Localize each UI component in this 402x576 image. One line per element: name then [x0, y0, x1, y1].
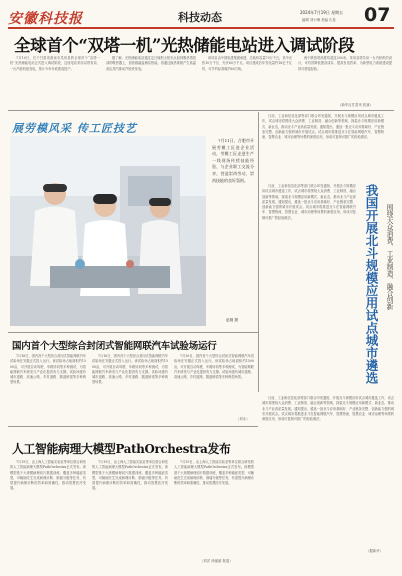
side-article-byline: （据新华） [366, 549, 383, 553]
divider [8, 332, 258, 333]
article3-col1: 7月19日，由上海人工智能实验室等单位联合研发的人工智能病理大模型PathOrchestra正式发布。该模型基于大规模病理切片数据训练，覆盖多种癌症类型，可辅助医生完成病理诊断、肿瘤分级等任务，有望提升病理诊断的效率和准确性，推动智慧医疗发展。 [10, 460, 86, 491]
column-divider [258, 112, 259, 392]
article1-byline: （新华社甘肃讯 张斌） [338, 103, 373, 107]
editor-line: 编辑 刘小琳 美编 孔星 [302, 18, 336, 22]
divider [8, 426, 258, 427]
photo-credit: 赵刚 摄 [226, 318, 238, 322]
article2-col2: 7月16日，国内首个大型综合封闭式智能网联汽车试验场在安徽正式投入运行。该试验场占地面积约1500亩，可开展自动驾驶、车路协同等多种测试，为智能网联汽车研发与产业化提供有力支撑。试验场建有城市道路、高速公路、乡村道路、隧道桥梁等多种典型场景。 [92, 354, 168, 385]
masthead-rule [8, 27, 394, 29]
lab-scene-illustration [10, 136, 206, 326]
article1-headline: 全球首个“双塔一机”光热储能电站进入调试阶段 [14, 36, 355, 55]
side-article-headline: 我国开展北斗规模应用试点城市遴选 [364, 184, 379, 384]
side-article-lead: 日前，工业和信息化部等部门联合印发通知，开展北斗规模应用试点城市遴选工作，试点城市将围绕大众消费、工业制造、融合创新等领域，探索北斗规模应用新模式、新业态，推动北斗产业高质量发展。通知提出，遴选一批北斗应用基础好、产业链条完整、创新能力强的城市开展试点。试点城市将推进北斗在智能网联汽车、智慧物流、智慧农业、城市治理等场景的深度应用，形成可复制可推广的经验做法。 [262, 114, 384, 140]
masthead-logo: 安徽科技报 [8, 11, 83, 27]
article1-col2: 据了解，光热储能电站通过定日镜把太阳光反射到吸热塔顶部的吸热器上，加热熔融盐储存热能，再通过换热系统产生高温高压蒸汽推动汽轮机发电。 [106, 56, 196, 71]
article2-headline: 国内首个大型综合封闭式智能网联汽车试验场运行 [12, 341, 217, 352]
date-line: 2024年7月19日 星期五 [300, 10, 344, 15]
photo-caption: 7月11日，合肥市开展劳模工匠进企业活动，劳模工匠走进生产一线现场传授技能经验，与企业职工交流分享，营造崇尚劳动、崇尚技能的良好氛围。 [212, 138, 254, 183]
side-article-body: 日前，工业和信息化部等部门联合印发通知，开展北斗规模应用试点城市遴选工作，试点城市将围绕大众消费、工业制造、融合创新等领域，探索北斗规模应用新模式、新业态，推动北斗产业高质量发展。通知提出，遴选一批北斗应用基础好、产业链条完整、创新能力强的城市开展试点。试点城市将推进北斗在智能网联汽车、智慧物流、智慧农业、城市治理等场景的深度应用，形成可复制可推广的经验做法。 [262, 184, 356, 220]
article3-byline: （刘洋 徐丽丽 报道） [200, 559, 233, 563]
side-article-body-bottom: 日前，工业和信息化部等部门联合印发通知，开展北斗规模应用试点城市遴选工作，试点城市将围绕大众消费、工业制造、融合创新等领域，探索北斗规模应用新模式、新业态，推动北斗产业高质量发展。通知提出，遴选一批北斗应用基础好、产业链条完整、创新能力强的城市开展试点。试点城市将推进北斗在智能网联汽车、智慧物流、智慧农业、城市治理等场景的深度应用，形成可复制可推广的经验做法。 [262, 396, 394, 422]
page-number: 07 [364, 4, 391, 26]
photo-banner-title: 展劳模风采 传工匠技艺 [12, 122, 137, 135]
side-article-subheadline: 围绕大众消费、工业制造、融合创新 [385, 204, 393, 310]
article3-headline: 人工智能病理大模型PathOrchestra发布 [12, 442, 231, 456]
article2-col1: 7月16日，国内首个大型综合封闭式智能网联汽车试验场在安徽正式投入运行。该试验场占地面积约1500亩，可开展自动驾驶、车路协同等多种测试，为智能网联汽车研发与产业化提供有力支撑。试验场建有城市道路、高速公路、乡村道路、隧道桥梁等多种典型场景。 [10, 354, 86, 385]
article1-col4: 两个吸热塔高度均超过200米，采用双塔共用一台汽轮机的设计，可有效降低建设成本，提高发电效率，为新型电力系统建设提供可借鉴经验。 [298, 56, 392, 71]
article2-byline: （刘永） [236, 417, 250, 421]
article1-col1: 7月10日，位于甘肃省酒泉市瓜州县的全球首个“双塔一机”光热储能电站正式进入调试阶段，这座电站采用双塔布局、一台汽轮机组发电，预计今年年底建成投产。 [10, 56, 100, 71]
article1-col3: 该项目由中国电建集团承建，总装机容量70万千瓦，其中光热10万千瓦、光伏60万千瓦。项目建成后年发电量约18亿千瓦时，可节约标准煤约60万吨。 [202, 56, 292, 71]
section-title: 科技动态 [178, 11, 222, 24]
photo-lab [10, 136, 206, 326]
divider [8, 110, 394, 111]
article2-col3: 7月16日，国内首个大型综合封闭式智能网联汽车试验场在安徽正式投入运行。该试验场占地面积约1500亩，可开展自动驾驶、车路协同等多种测试，为智能网联汽车研发与产业化提供有力支撑。试验场建有城市道路、高速公路、乡村道路、隧道桥梁等多种典型场景。 [174, 354, 254, 380]
article3-col3: 7月19日，由上海人工智能实验室等单位联合研发的人工智能病理大模型PathOrchestra正式发布。该模型基于大规模病理切片数据训练，覆盖多种癌症类型，可辅助医生完成病理诊断、肿瘤分级等任务，有望提升病理诊断的效率和准确性，推动智慧医疗发展。 [174, 460, 254, 486]
article3-col2: 7月19日，由上海人工智能实验室等单位联合研发的人工智能病理大模型PathOrchestra正式发布。该模型基于大规模病理切片数据训练，覆盖多种癌症类型，可辅助医生完成病理诊断、肿瘤分级等任务，有望提升病理诊断的效率和准确性，推动智慧医疗发展。 [92, 460, 168, 491]
